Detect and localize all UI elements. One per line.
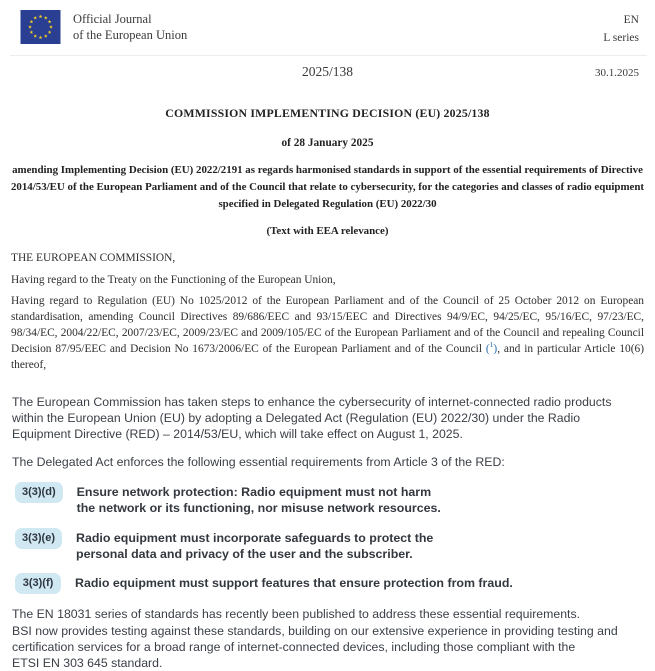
requirement-badge: 3(3)(f) xyxy=(15,573,61,594)
citation-regulation-text: Having regard to Regulation (EU) No 1025/2012 of the European Parliament and of the Council of 25 October 2012 on European standardisation, amending Council Directives 89/686/EEC and 93/15/EEC and Directives 94/9/EC, 94/25/EC, 95/16/EC, 97/23/EC, 98/34/EC, 2004/22/EC, 2007/23/EC, 2009/23/EC and 2009/105/EC of the European Parliament and of the Council and repealing Council Decision 87/95/EEC and Decision No 1673/2006/EC of the European Parliament and of the Council xyxy=(11,295,644,355)
header-divider xyxy=(10,55,647,56)
language-series xyxy=(603,10,639,47)
journal-brand xyxy=(20,10,187,44)
journal-title-line2: of the European Union xyxy=(73,28,188,42)
footnote-1-link[interactable]: ($^1$) xyxy=(485,340,498,355)
preamble xyxy=(0,250,655,373)
language-code: EN xyxy=(623,14,639,26)
decision-title: COMMISSION IMPLEMENTING DECISION (EU) 2025/138 xyxy=(165,106,490,120)
requirement-badge: 3(3)(d) xyxy=(15,482,63,503)
requirement-text: Ensure network protection: Radio equipment must not harm the network or its functioning, nor misuse network resources. xyxy=(76,484,441,516)
document-meta-row xyxy=(0,60,655,86)
summary-paragraph-1: The European Commission has taken steps to enhance the cybersecurity of internet-connected radio products within the European Union (EU) by adopting a Delegated Act (Regulation (EU) 2022/30) under the Radio Equipment Directive (RED) – 2014/53/EU, which will take effect on August 1, 2025. xyxy=(12,395,612,442)
series-label: L series xyxy=(603,32,639,44)
requirement-row-3-3-f xyxy=(12,573,643,594)
eu-flag-icon xyxy=(20,10,61,44)
header xyxy=(0,0,655,47)
title-block xyxy=(0,106,655,237)
preamble-opening: THE EUROPEAN COMMISSION, xyxy=(11,252,176,264)
summary-paragraph-2: The Delegated Act enforces the following essential requirements from Article 3 of the RED: xyxy=(12,454,505,469)
publication-date: 30.1.2025 xyxy=(595,67,639,79)
footnote-1-ref: 1 xyxy=(489,340,494,350)
requirement-badge: 3(3)(e) xyxy=(15,528,62,549)
citation-regulation xyxy=(11,293,644,373)
citation-regulation-tail: , and in particular Article 10(6) thereof, xyxy=(11,343,645,371)
summary-paragraph-3: The EN 18031 series of standards has recently been published to address these essential requirements. BSI now provides testing against these standards, building on our extensive experience in providing testing and certification services for a broad range of internet-connected devices, including those compliant with the ETSI EN 303 645 standard. xyxy=(12,607,618,671)
requirement-row-3-3-e xyxy=(12,528,643,563)
requirements-list xyxy=(12,482,643,595)
requirement-row-3-3-d xyxy=(12,482,643,517)
requirement-text: Radio equipment must support features that ensure protection from fraud. xyxy=(75,576,513,591)
journal-title xyxy=(73,10,187,43)
journal-title-line1: Official Journal xyxy=(73,12,152,26)
requirement-text: Radio equipment must incorporate safeguards to protect the personal data and privacy of the user and the subscriber. xyxy=(76,530,434,562)
decision-subject: amending Implementing Decision (EU) 2022/2191 as regards harmonised standards in support of the essential requirements of Directive 2014/53/EU of the European Parliament and of the Council that relate to cybersecurity, for the categories and classes of radio equipment specified in Delegated Regulation (EU) 2022/30 xyxy=(10,164,645,210)
document-number: 2025/138 xyxy=(301,64,353,79)
eea-relevance-note: (Text with EEA relevance) xyxy=(266,225,389,237)
citation-treaty: Having regard to the Treaty on the Functioning of the European Union, xyxy=(11,274,336,286)
decision-date: of 28 January 2025 xyxy=(281,137,374,149)
summary-section xyxy=(0,394,655,671)
